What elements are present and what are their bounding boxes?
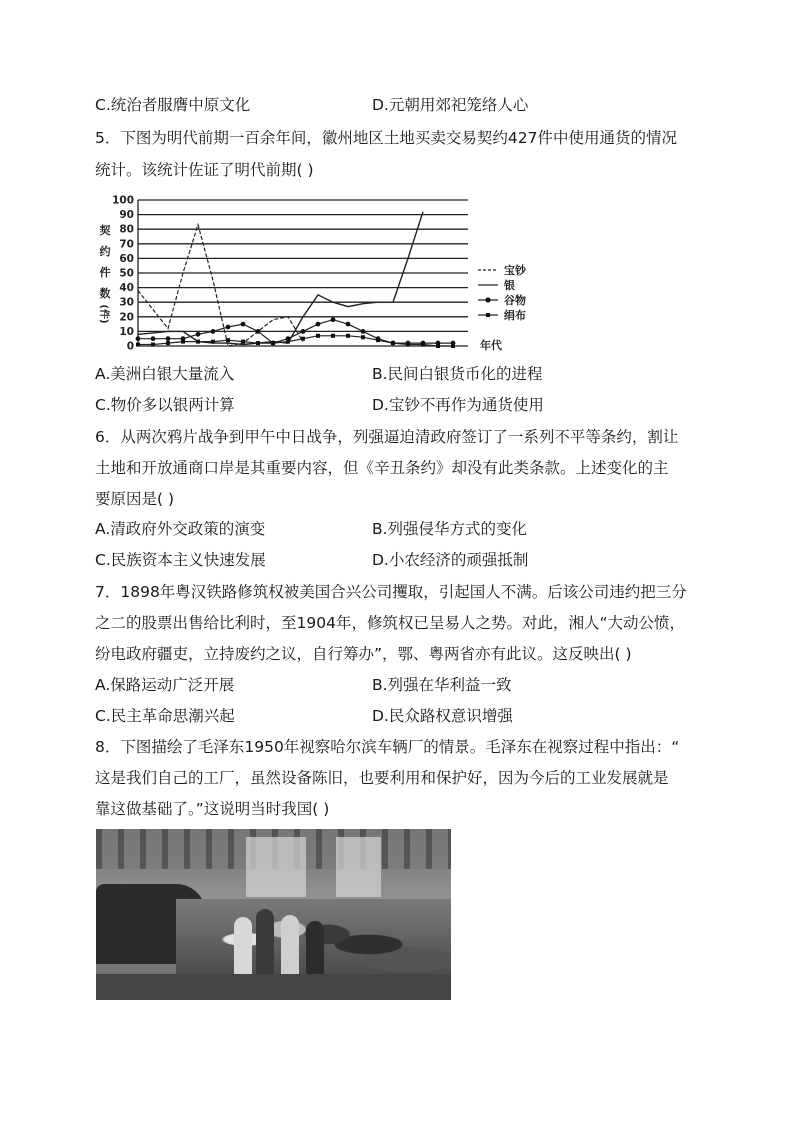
q7-stem-line2: 之二的股票出售给比利时，至1904年，修筑权已呈易人之势。对此，湘人“大动公愤，	[95, 614, 685, 632]
series-line-银	[138, 212, 423, 345]
chart-y-tick-label: 90	[119, 209, 134, 222]
chart-x-axis-label: 年代	[480, 339, 502, 352]
q5-stem-line2: 统计。该统计佐证了明代前期( )	[95, 161, 314, 179]
series-line-宝钞	[138, 225, 303, 346]
q7-stem-line3: 纷电政府疆吏，立持废约之议，自行筹办”，鄂、粤两省亦有此议。这反映出( )	[95, 645, 632, 663]
series-point-谷物	[226, 325, 231, 330]
series-point-谷物	[211, 329, 216, 334]
q6-stem-line2: 土地和开放通商口岸是其重要内容，但《辛丑条约》却没有此类条款。上述变化的主	[95, 459, 669, 477]
series-point-绢布	[421, 343, 425, 347]
series-point-绢布	[376, 338, 380, 342]
series-point-谷物	[361, 329, 366, 334]
series-line-绢布	[138, 336, 453, 346]
series-point-绢布	[451, 344, 455, 348]
q5-option-d: D.宝钞不再作为通货使用	[372, 396, 544, 414]
chart-legend	[478, 263, 527, 322]
series-point-绢布	[151, 343, 155, 347]
factory-inspection-painting	[96, 829, 451, 1000]
q6-option-a: A.清政府外交政策的演变	[95, 520, 266, 538]
chart-y-tick-label: 20	[119, 311, 134, 324]
legend-label-绢布: 绢布	[504, 309, 526, 322]
legend-label-宝钞: 宝钞	[504, 264, 526, 277]
series-point-谷物	[256, 329, 261, 334]
q8-stem-line2: 这是我们自己的工厂，虽然设备陈旧，也要利用和保护好，因为今后的工业发展就是	[95, 769, 669, 787]
chart-y-label-char: 约	[99, 245, 111, 258]
series-point-谷物	[196, 332, 201, 337]
legend-label-银: 银	[504, 279, 515, 292]
q7-option-d: D.民众路权意识增强	[372, 707, 513, 725]
series-point-绢布	[136, 343, 140, 347]
series-point-绢布	[301, 337, 305, 341]
series-point-绢布	[346, 334, 350, 338]
q4-option-d: D.元朝用郊祀笼络人心	[372, 96, 529, 114]
series-point-绢布	[211, 340, 215, 344]
series-point-绢布	[286, 340, 290, 344]
q4-option-c: C.统治者服膺中原文化	[95, 96, 251, 114]
series-point-绢布	[316, 334, 320, 338]
chart-y-tick-label: 10	[119, 325, 134, 338]
series-point-谷物	[166, 336, 171, 341]
series-point-绢布	[271, 341, 275, 345]
q5-option-c: C.物价多以银两计算	[95, 396, 235, 414]
q6-option-c: C.民族资本主义快速发展	[95, 551, 266, 569]
chart-y-axis-label	[98, 223, 111, 324]
legend-marker-谷物	[485, 297, 490, 302]
series-point-绢布	[436, 344, 440, 348]
q7-stem-line1: 7．1898年粤汉铁路修筑权被美国合兴公司攫取，引起国人不满。后该公司违约把三分	[95, 583, 687, 601]
contract-currency-chart	[95, 190, 555, 360]
series-point-绢布	[256, 341, 260, 345]
q5-stem-line1: 5．下图为明代前期一百余年间，徽州地区土地买卖交易契约427件中使用通货的情况	[95, 129, 677, 147]
q6-option-b: B.列强侵华方式的变化	[372, 520, 528, 538]
chart-y-label-char: 数	[99, 287, 111, 300]
q8-stem-line3: 靠这做基础了。”这说明当时我国( )	[95, 800, 330, 818]
series-point-谷物	[331, 317, 336, 322]
series-point-绢布	[331, 334, 335, 338]
q8-stem-line1: 8．下图描绘了毛泽东1950年视察哈尔滨车辆厂的情景。毛泽东在视察过程中指出：“	[95, 738, 680, 756]
series-point-谷物	[346, 322, 351, 327]
chart-y-tick-label: 70	[119, 238, 134, 251]
series-point-绢布	[226, 338, 230, 342]
chart-y-tick-label: 80	[119, 223, 134, 236]
q6-stem-line1: 6．从两次鸦片战争到甲午中日战争，列强逼迫清政府签订了一系列不平等条约，割让	[95, 428, 679, 446]
chart-y-tick-label: 40	[119, 282, 134, 295]
series-point-谷物	[151, 336, 156, 341]
series-point-谷物	[301, 329, 306, 334]
series-point-绢布	[196, 340, 200, 344]
series-point-绢布	[166, 341, 170, 345]
series-point-谷物	[316, 322, 321, 327]
chart-y-tick-label: 30	[119, 296, 134, 309]
series-point-绢布	[241, 340, 245, 344]
q5-option-a: A.美洲白银大量流入	[95, 365, 235, 383]
q7-option-b: B.列强在华利益一致	[372, 676, 512, 694]
chart-y-label-char: 件	[99, 266, 111, 279]
series-point-绢布	[406, 343, 410, 347]
chart-y-label-char: 契	[99, 224, 111, 237]
series-point-绢布	[391, 341, 395, 345]
chart-y-tick-label: 60	[119, 252, 134, 265]
legend-label-谷物: 谷物	[504, 294, 526, 307]
q7-option-a: A.保路运动广泛开展	[95, 676, 235, 694]
chart-y-tick-label: 50	[119, 267, 134, 280]
q7-option-c: C.民主革命思潮兴起	[95, 707, 235, 725]
legend-marker-绢布	[486, 313, 490, 317]
chart-y-label-char: (件)	[98, 304, 109, 324]
q5-option-b: B.民间白银货币化的进程	[372, 365, 543, 383]
q6-stem-line3: 要原因是( )	[95, 490, 175, 508]
chart-y-tick-label: 0	[126, 340, 134, 353]
series-point-绢布	[361, 335, 365, 339]
series-point-谷物	[241, 322, 246, 327]
series-point-谷物	[136, 336, 141, 341]
q6-option-d: D.小农经济的顽强抵制	[372, 551, 529, 569]
series-point-绢布	[181, 340, 185, 344]
chart-y-tick-label: 100	[112, 194, 134, 207]
